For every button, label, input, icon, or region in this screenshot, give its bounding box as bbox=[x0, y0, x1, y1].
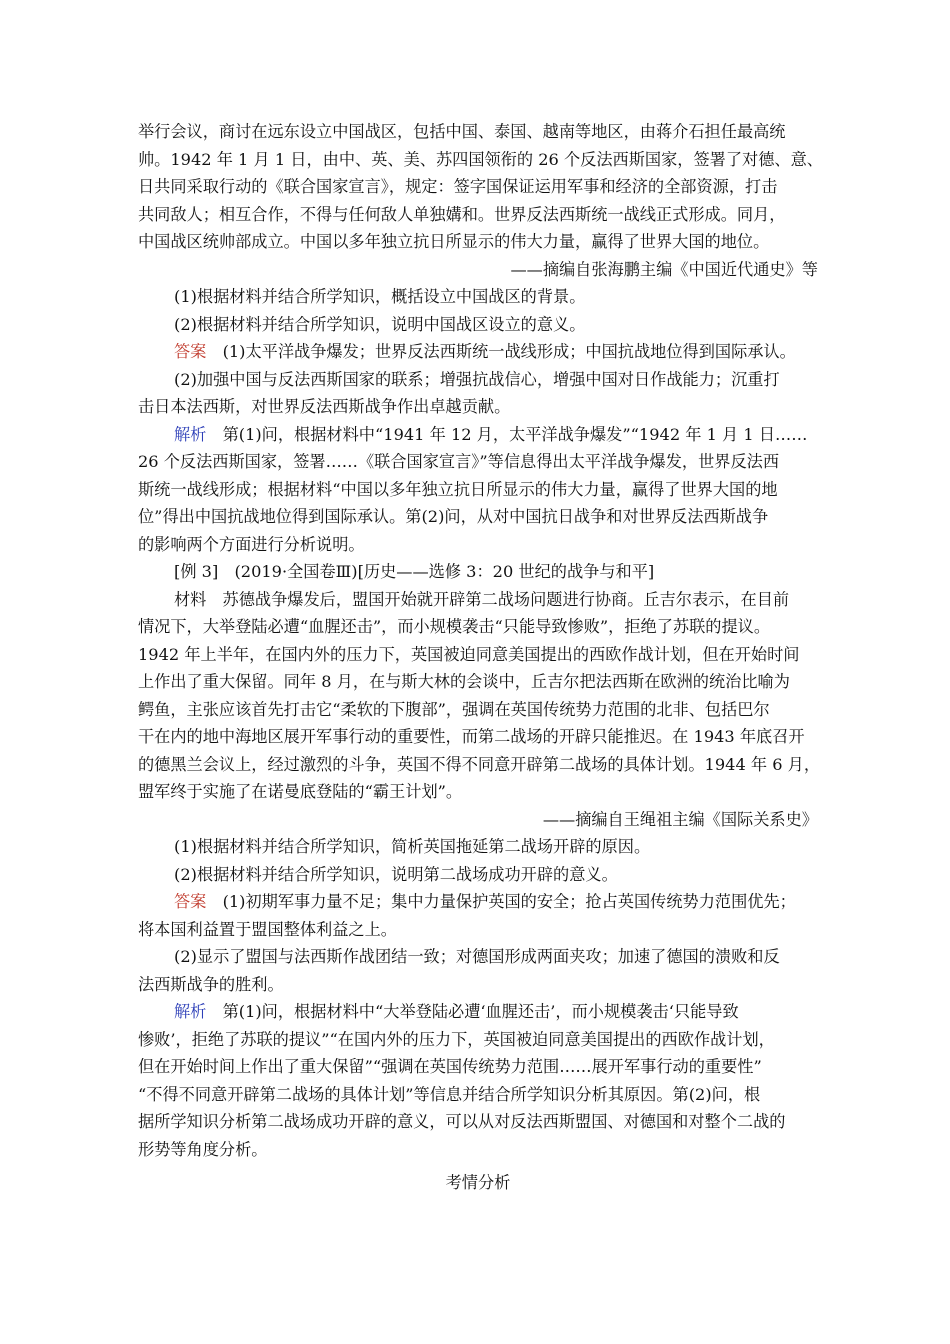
answer-text: (1)太平洋战争爆发；世界反法西斯统一战线形成；中国抗战地位得到国际承认。 bbox=[222, 342, 796, 361]
text-line: 中国战区统帅部成立。中国以多年独立抗日所显示的伟大力量，赢得了世界大国的地位。 bbox=[138, 232, 770, 251]
answer-text: 将本国利益置于盟国整体利益之上。 bbox=[138, 919, 397, 939]
analysis-label: 解析 bbox=[174, 1002, 207, 1021]
text-line: 日共同采取行动的《联合国家宣言》，规定：签字国保证运用军事和经济的全部资源，打击 bbox=[138, 177, 778, 196]
question-2: (2)根据材料并结合所学知识，说明中国战区设立的意义。 bbox=[174, 314, 586, 334]
text-line: 共同敌人；相互合作，不得与任何敌人单独媾和。世界反法西斯统一战线正式形成。同月， bbox=[138, 204, 786, 224]
question-2: (2)根据材料并结合所学知识，说明第二战场成功开辟的意义。 bbox=[174, 864, 618, 884]
answer-line bbox=[138, 888, 818, 916]
analysis-label: 解析 bbox=[174, 424, 207, 444]
answer-line bbox=[138, 338, 818, 366]
answer-text: 法西斯战争的胜利。 bbox=[138, 974, 284, 994]
material-text: 盟军终于实施了在诺曼底登陆的“霸王计划”。 bbox=[138, 782, 463, 801]
answer-text: 击日本法西斯，对世界反法西斯战争作出卓越贡献。 bbox=[138, 397, 511, 416]
text-line: 举行会议，商讨在远东设立中国战区，包括中国、泰国、越南等地区，由蒋介石担任最高统 bbox=[138, 122, 786, 141]
analysis-text: 但在开始时间上作出了重大保留”“强调在英国传统势力范围……展开军事行动的重要性” bbox=[138, 1057, 762, 1076]
analysis-line bbox=[138, 421, 818, 449]
material-text: 材料 苏德战争爆发后，盟国开始就开辟第二战场问题进行协商。丘吉尔表示，在目前 bbox=[174, 589, 790, 609]
answer-text: (2)显示了盟国与法西斯作战团结一致；对德国形成两面夹攻；加速了德国的溃败和反 bbox=[174, 947, 780, 966]
material-text: 上作出了重大保留。同年 8 月，在与斯大林的会谈中，丘吉尔把法西斯在欧洲的统治比喻为 bbox=[138, 672, 790, 691]
answer-label: 答案 bbox=[174, 892, 207, 911]
material-text: 情况下，大举登陆必遭“血腥还击”，而小规模袭击“只能导致惨败”，拒绝了苏联的提议。 bbox=[138, 617, 771, 636]
source-citation: ——摘编自张海鹏主编《中国近代通史》等 bbox=[510, 259, 818, 279]
material-text: 干在内的地中海地区展开军事行动的重要性，而第二战场的开辟只能推迟。在 1943 年底召开 bbox=[138, 727, 805, 746]
text-line: 帅。1942 年 1 月 1 日，由中、英、美、苏四国领衔的 26 个反法西斯国家，签署了对德、意、 bbox=[138, 149, 823, 169]
question-1: (1)根据材料并结合所学知识，概括设立中国战区的背景。 bbox=[174, 287, 586, 306]
analysis-text: 第(1)问，根据材料中“大举登陆必遭‘血腥还击’，而小规模袭击‘只能导致 bbox=[222, 1002, 739, 1021]
analysis-text: 位”得出中国抗战地位得到国际承认。第(2)问，从对中国抗日战争和对世界反法西斯战争 bbox=[138, 507, 769, 526]
analysis-text: 的影响两个方面进行分析说明。 bbox=[138, 534, 365, 554]
material-text: 的德黑兰会议上，经过激烈的斗争，英国不得不同意开辟第二战场的具体计划。1944 年 6 月， bbox=[138, 754, 821, 774]
example-header: [例 3] (2019·全国卷Ⅲ)[历史——选修 3：20 世纪的战争与和平] bbox=[174, 562, 655, 581]
answer-text: (2)加强中国与反法西斯国家的联系；增强抗战信心，增强中国对日作战能力；沉重打 bbox=[174, 369, 780, 389]
analysis-text: 形势等角度分析。 bbox=[138, 1139, 268, 1159]
analysis-text: 据所学知识分析第二战场成功开辟的意义，可以从对反法西斯盟国、对德国和对整个二战的 bbox=[138, 1112, 786, 1131]
analysis-line bbox=[138, 998, 818, 1026]
section-title: 考情分析 bbox=[445, 1173, 511, 1192]
analysis-text: 26 个反法西斯国家，签署……《联合国家宣言》”等信息得出太平洋战争爆发，世界反法西 bbox=[138, 452, 780, 471]
analysis-text: 第(1)问，根据材料中“1941 年 12 月，太平洋战争爆发”“1942 年 1 月 1 日…… bbox=[222, 424, 808, 444]
analysis-text: 斯统一战线形成；根据材料“中国以多年独立抗日所显示的伟大力量，赢得了世界大国的地 bbox=[138, 479, 778, 499]
source-citation: ——摘编自王绳祖主编《国际关系史》 bbox=[542, 809, 818, 829]
answer-label: 答案 bbox=[174, 342, 207, 361]
answer-text: (1)初期军事力量不足；集中力量保护英国的安全；抢占英国传统势力范围优先； bbox=[222, 892, 796, 911]
analysis-text: 惨败’，拒绝了苏联的提议”“在国内外的压力下，英国被迫同意美国提出的西欧作战计划， bbox=[138, 1029, 775, 1049]
material-text: 1942 年上半年，在国内外的压力下，英国被迫同意美国提出的西欧作战计划，但在开始时间 bbox=[138, 644, 800, 664]
analysis-text: “不得不同意开辟第二战场的具体计划”等信息并结合所学知识分析其原因。第(2)问，根 bbox=[138, 1084, 761, 1104]
material-2-text bbox=[138, 118, 823, 1197]
material-text: 鳄鱼，主张应该首先打击它“柔软的下腹部”，强调在英国传统势力范围的北非、包括巴尔 bbox=[138, 699, 770, 719]
question-1: (1)根据材料并结合所学知识，简析英国拖延第二战场开辟的原因。 bbox=[174, 837, 651, 856]
